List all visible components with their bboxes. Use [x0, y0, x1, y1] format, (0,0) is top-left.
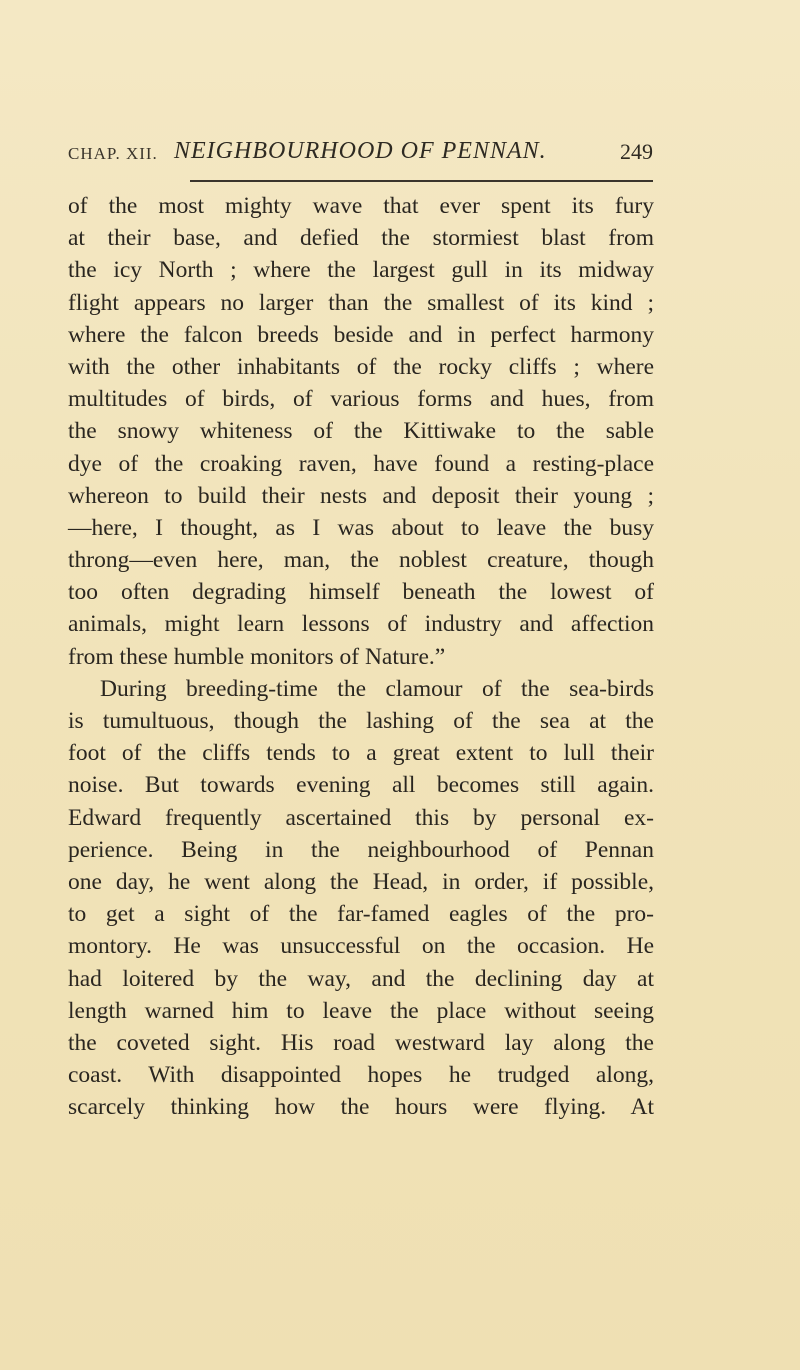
body-text: [68, 190, 654, 1123]
text-line: foot of the cliffs tends to a great extent to lull their: [68, 740, 654, 767]
text-line: the snowy whiteness of the Kittiwake to the sable: [68, 418, 654, 445]
text-line: dye of the croaking raven, have found a resting-place: [68, 450, 654, 477]
text-line: the coveted sight. His road westward lay along the: [68, 1029, 654, 1056]
text-line: noise. But towards evening all becomes still again.: [68, 772, 654, 799]
text-line: of the most mighty wave that ever spent its fury: [68, 193, 654, 219]
text-line: where the falcon breeds beside and in perfect harmony: [68, 321, 654, 348]
text-line: animals, might learn lessons of industry and affection: [68, 611, 654, 638]
chapter-label: CHAP. XII.: [68, 144, 158, 163]
text-line: length warned him to leave the place without seeing: [68, 997, 654, 1024]
text-line: at their base, and defied the stormiest blast from: [68, 225, 654, 252]
page-title: NEIGHBOURHOOD OF PENNAN.: [174, 138, 547, 164]
page-number: 249: [620, 139, 653, 164]
text-line: from these humble monitors of Nature.”: [68, 643, 446, 670]
text-line: —here, I thought, as I was about to leave the busy: [68, 514, 654, 541]
text-line: montory. He was unsuccessful on the occasion. He: [68, 933, 654, 960]
text-line: too often degrading himself beneath the lowest of: [68, 579, 654, 606]
text-line: one day, he went along the Head, in order, if possible,: [68, 868, 654, 895]
text-line: multitudes of birds, of various forms and hues, from: [68, 386, 654, 413]
text-line: had loitered by the way, and the declining day at: [68, 965, 654, 992]
text-line: Edward frequently ascertained this by personal ex-: [68, 804, 654, 831]
header-rule: [190, 180, 653, 182]
text-line: to get a sight of the far-famed eagles of the pro-: [68, 901, 654, 928]
running-head: [68, 138, 653, 168]
text-line: scarcely thinking how the hours were flying. At: [68, 1094, 654, 1121]
text-line: coast. With disappointed hopes he trudged along,: [68, 1062, 654, 1089]
text-line: During breeding-time the clamour of the sea-birds: [100, 675, 654, 702]
text-line: whereon to build their nests and deposit their young ;: [68, 482, 654, 509]
text-line: the icy North ; where the largest gull in its midway: [68, 257, 654, 284]
text-line: flight appears no larger than the smallest of its kind ;: [68, 289, 654, 316]
text-line: with the other inhabitants of the rocky cliffs ; where: [68, 353, 654, 380]
text-line: perience. Being in the neighbourhood of Pennan: [68, 836, 654, 863]
text-line: is tumultuous, though the lashing of the sea at the: [68, 708, 654, 734]
text-line: throng—even here, man, the noblest creature, though: [68, 547, 654, 574]
